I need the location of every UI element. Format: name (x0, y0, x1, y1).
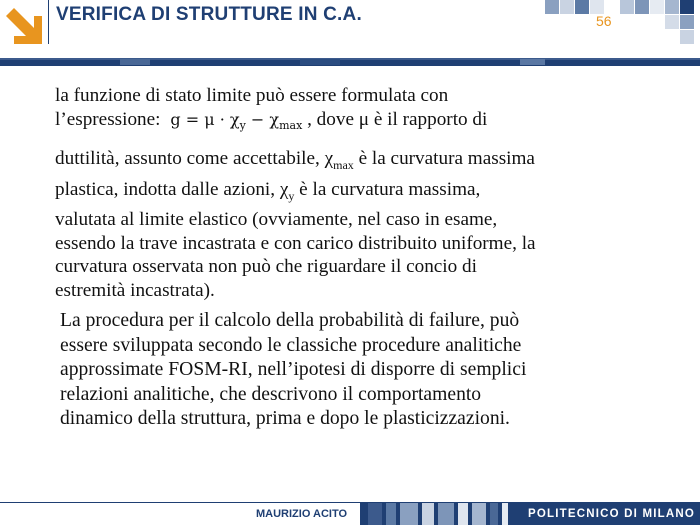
text-line: valutata al limite elastico (ovviamente, nel caso in esame, (55, 209, 498, 231)
text-line-formula (55, 108, 635, 138)
header-divider (48, 0, 49, 44)
text-subscript: max (333, 158, 354, 173)
text-line: curvatura osservata non può che riguardare il concio di (55, 256, 477, 278)
text-subscript: y (288, 188, 295, 203)
text-fragment: duttilità, assunto come accettabile, χ (55, 148, 334, 170)
spacer (55, 137, 635, 147)
text-line: relazioni analitiche, che descrivono il comportamento (60, 383, 482, 405)
text-fragment: l’espressione: (55, 108, 161, 130)
text-line: estremità incastrata). (55, 280, 215, 301)
limit-state-formula (165, 109, 303, 132)
formula-subscript: max (279, 118, 303, 132)
author-name: MAURIZIO ACITO (256, 508, 348, 520)
page-title: VERIFICA DI STRUTTURE IN C.A. (56, 4, 362, 25)
paragraph-limit-state (55, 84, 635, 303)
institution-name: POLITECNICO DI MILANO (528, 508, 696, 520)
text-line: la funzione di stato limite può essere formulata con (55, 85, 449, 106)
text-line (55, 178, 635, 208)
text-line: approssimate FOSM-RI, nell’ipotesi di disporre di semplici (60, 359, 527, 381)
text-fragment: è la curvatura massima, (294, 178, 481, 200)
text-line (55, 147, 635, 177)
text-fragment: è la curvatura massima (353, 148, 535, 170)
formula-part: − χ (245, 109, 280, 129)
text-line: dinamico della struttura, prima e dopo le plasticizzazioni. (60, 408, 510, 430)
formula-part: g = μ · χ (170, 109, 240, 129)
slide-number: 56 (596, 13, 612, 29)
formula-subscript: y (239, 118, 246, 132)
text-fragment: , dove μ è il rapporto di (307, 108, 488, 130)
text-fragment: plastica, indotta dalle azioni, χ (55, 178, 289, 200)
text-line: La procedura per il calcolo della probabilità di failure, può (60, 310, 520, 331)
text-line: essere sviluppata secondo le classiche procedure analitiche (60, 334, 522, 356)
arrow-logo-icon (6, 8, 44, 46)
paragraph-procedure (60, 309, 620, 432)
header-bar (0, 58, 700, 66)
text-line: essendo la trave incastrata e con carico distribuito uniforme, la (55, 232, 536, 254)
